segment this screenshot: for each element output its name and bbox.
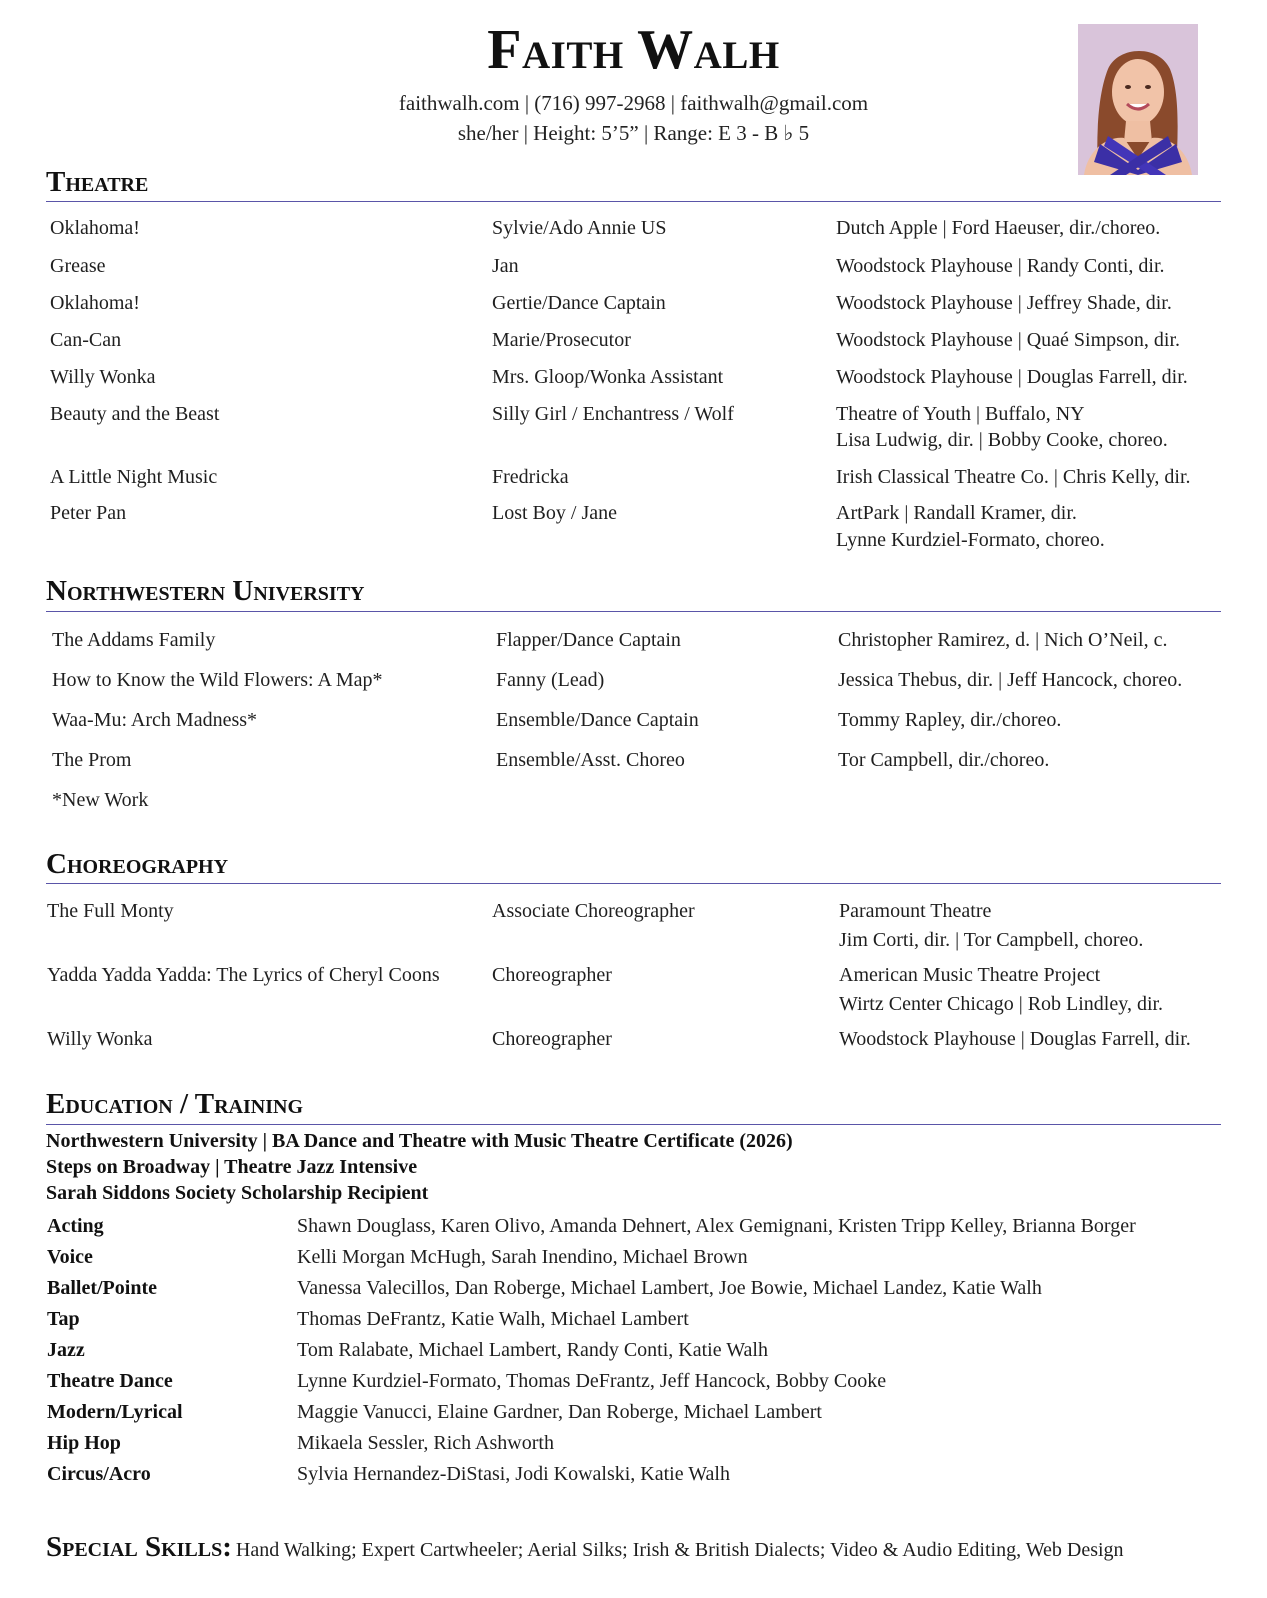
role: Lost Boy / Jane [492,502,617,524]
role: Sylvie/Ado Annie US [492,217,667,239]
credit: Theatre of Youth | Buffalo, NY [836,403,1085,425]
show-title: Oklahoma! [50,217,140,239]
show-title: Can-Can [50,329,122,351]
training-label: Modern/Lyrical [47,1401,183,1423]
training-teachers: Tom Ralabate, Michael Lambert, Randy Conti, Katie Walh [297,1339,768,1361]
training-teachers: Vanessa Valecillos, Dan Roberge, Michael Lambert, Joe Bowie, Michael Landez, Katie Walh [297,1277,1042,1299]
credit: Tor Campbell, dir./choreo. [838,749,1050,771]
role: Ensemble/Dance Captain [496,709,699,731]
show-title: The Full Monty [47,900,174,922]
credit: Tommy Rapley, dir./choreo. [838,709,1062,731]
credit: American Music Theatre Project [839,964,1101,986]
headshot-photo [1078,24,1198,175]
credit: Woodstock Playhouse | Quaé Simpson, dir. [836,329,1181,351]
education-highlight: Northwestern University | BA Dance and Theatre with Music Theatre Certificate (2026) [46,1130,793,1152]
credit: Jessica Thebus, dir. | Jeff Hancock, choreo. [838,669,1183,691]
special-skills-title: Special Skills: [46,1531,232,1563]
show-title: Peter Pan [50,502,127,524]
training-teachers: Sylvia Hernandez-DiStasi, Jodi Kowalski, Katie Walh [297,1463,730,1485]
resume-name: Faith Walh [487,19,780,81]
section-divider [46,1124,1221,1125]
role: Gertie/Dance Captain [492,292,666,314]
contact-line: faithwalh.com | (716) 997-2968 | faithwalh@gmail.com [398,91,869,115]
section-title-choreography: Choreography [46,848,229,880]
section-divider [46,611,1221,612]
credit-line-2: Wirtz Center Chicago | Rob Lindley, dir. [839,993,1164,1015]
show-title: Willy Wonka [50,366,156,388]
credit: Dutch Apple | Ford Haeuser, dir./choreo. [836,217,1161,239]
role: Mrs. Gloop/Wonka Assistant [492,366,724,388]
training-label: Ballet/Pointe [47,1277,157,1299]
section-title-northwestern: Northwestern University [46,575,365,607]
show-title: Willy Wonka [47,1028,153,1050]
role: Flapper/Dance Captain [496,629,681,651]
role: Ensemble/Asst. Choreo [496,749,685,771]
training-teachers: Thomas DeFrantz, Katie Walh, Michael Lambert [297,1308,689,1330]
role: Jan [492,255,519,277]
special-skills-text: Hand Walking; Expert Cartwheeler; Aerial Silks; Irish & British Dialects; Video & Audio Editing, Web Design [235,1539,1124,1561]
footnote: *New Work [52,789,149,811]
section-divider [46,883,1221,884]
show-title: The Addams Family [52,629,216,651]
training-label: Theatre Dance [47,1370,173,1392]
training-teachers: Kelli Morgan McHugh, Sarah Inendino, Michael Brown [297,1246,748,1268]
credit: Woodstock Playhouse | Jeffrey Shade, dir. [836,292,1172,314]
special-skills [46,1531,1124,1564]
section-title-education: Education / Training [46,1088,304,1120]
show-title: Oklahoma! [50,292,140,314]
show-title: How to Know the Wild Flowers: A Map* [52,669,383,691]
credit: Woodstock Playhouse | Randy Conti, dir. [836,255,1165,277]
personal-info-line: she/her | Height: 5’5” | Range: E 3 - B ♭ 5 [457,121,810,145]
credit: Woodstock Playhouse | Douglas Farrell, dir. [839,1028,1191,1050]
education-highlight: Sarah Siddons Society Scholarship Recipient [46,1182,429,1204]
show-title: Beauty and the Beast [50,403,220,425]
training-label: Voice [47,1246,93,1268]
training-teachers: Maggie Vanucci, Elaine Gardner, Dan Roberge, Michael Lambert [297,1401,822,1423]
headshot-illustration [1078,24,1198,175]
show-title: Grease [50,255,106,277]
show-title: The Prom [52,749,132,771]
training-label: Acting [47,1215,104,1237]
training-label: Hip Hop [47,1432,121,1454]
credit-line-2: Lisa Ludwig, dir. | Bobby Cooke, choreo. [836,429,1168,451]
training-teachers: Lynne Kurdziel-Formato, Thomas DeFrantz, Jeff Hancock, Bobby Cooke [297,1370,887,1392]
role: Marie/Prosecutor [492,329,631,351]
section-title-theatre: Theatre [46,166,149,198]
education-highlight: Steps on Broadway | Theatre Jazz Intensive [46,1156,418,1178]
show-title: Yadda Yadda Yadda: The Lyrics of Cheryl Coons [47,964,440,986]
training-teachers: Shawn Douglass, Karen Olivo, Amanda Dehnert, Alex Gemignani, Kristen Tripp Kelley, Brianna Borger [297,1215,1136,1237]
role: Choreographer [492,964,612,986]
show-title: Waa-Mu: Arch Madness* [52,709,258,731]
show-title: A Little Night Music [50,466,218,488]
credit: Paramount Theatre [839,900,992,922]
credit: ArtPark | Randall Kramer, dir. [836,502,1077,524]
role: Fanny (Lead) [496,669,605,691]
training-label: Jazz [47,1339,85,1361]
training-label: Circus/Acro [47,1463,151,1485]
role: Silly Girl / Enchantress / Wolf [492,403,734,425]
section-divider [46,201,1221,202]
credit: Irish Classical Theatre Co. | Chris Kelly, dir. [836,466,1191,488]
credit: Christopher Ramirez, d. | Nich O’Neil, c. [838,629,1168,651]
role: Choreographer [492,1028,612,1050]
credit-line-2: Lynne Kurdziel-Formato, choreo. [836,529,1105,551]
credit: Woodstock Playhouse | Douglas Farrell, dir. [836,366,1188,388]
training-teachers: Mikaela Sessler, Rich Ashworth [297,1432,554,1454]
credit-line-2: Jim Corti, dir. | Tor Campbell, choreo. [839,929,1144,951]
role: Associate Choreographer [492,900,695,922]
role: Fredricka [492,466,569,488]
training-label: Tap [47,1308,80,1330]
